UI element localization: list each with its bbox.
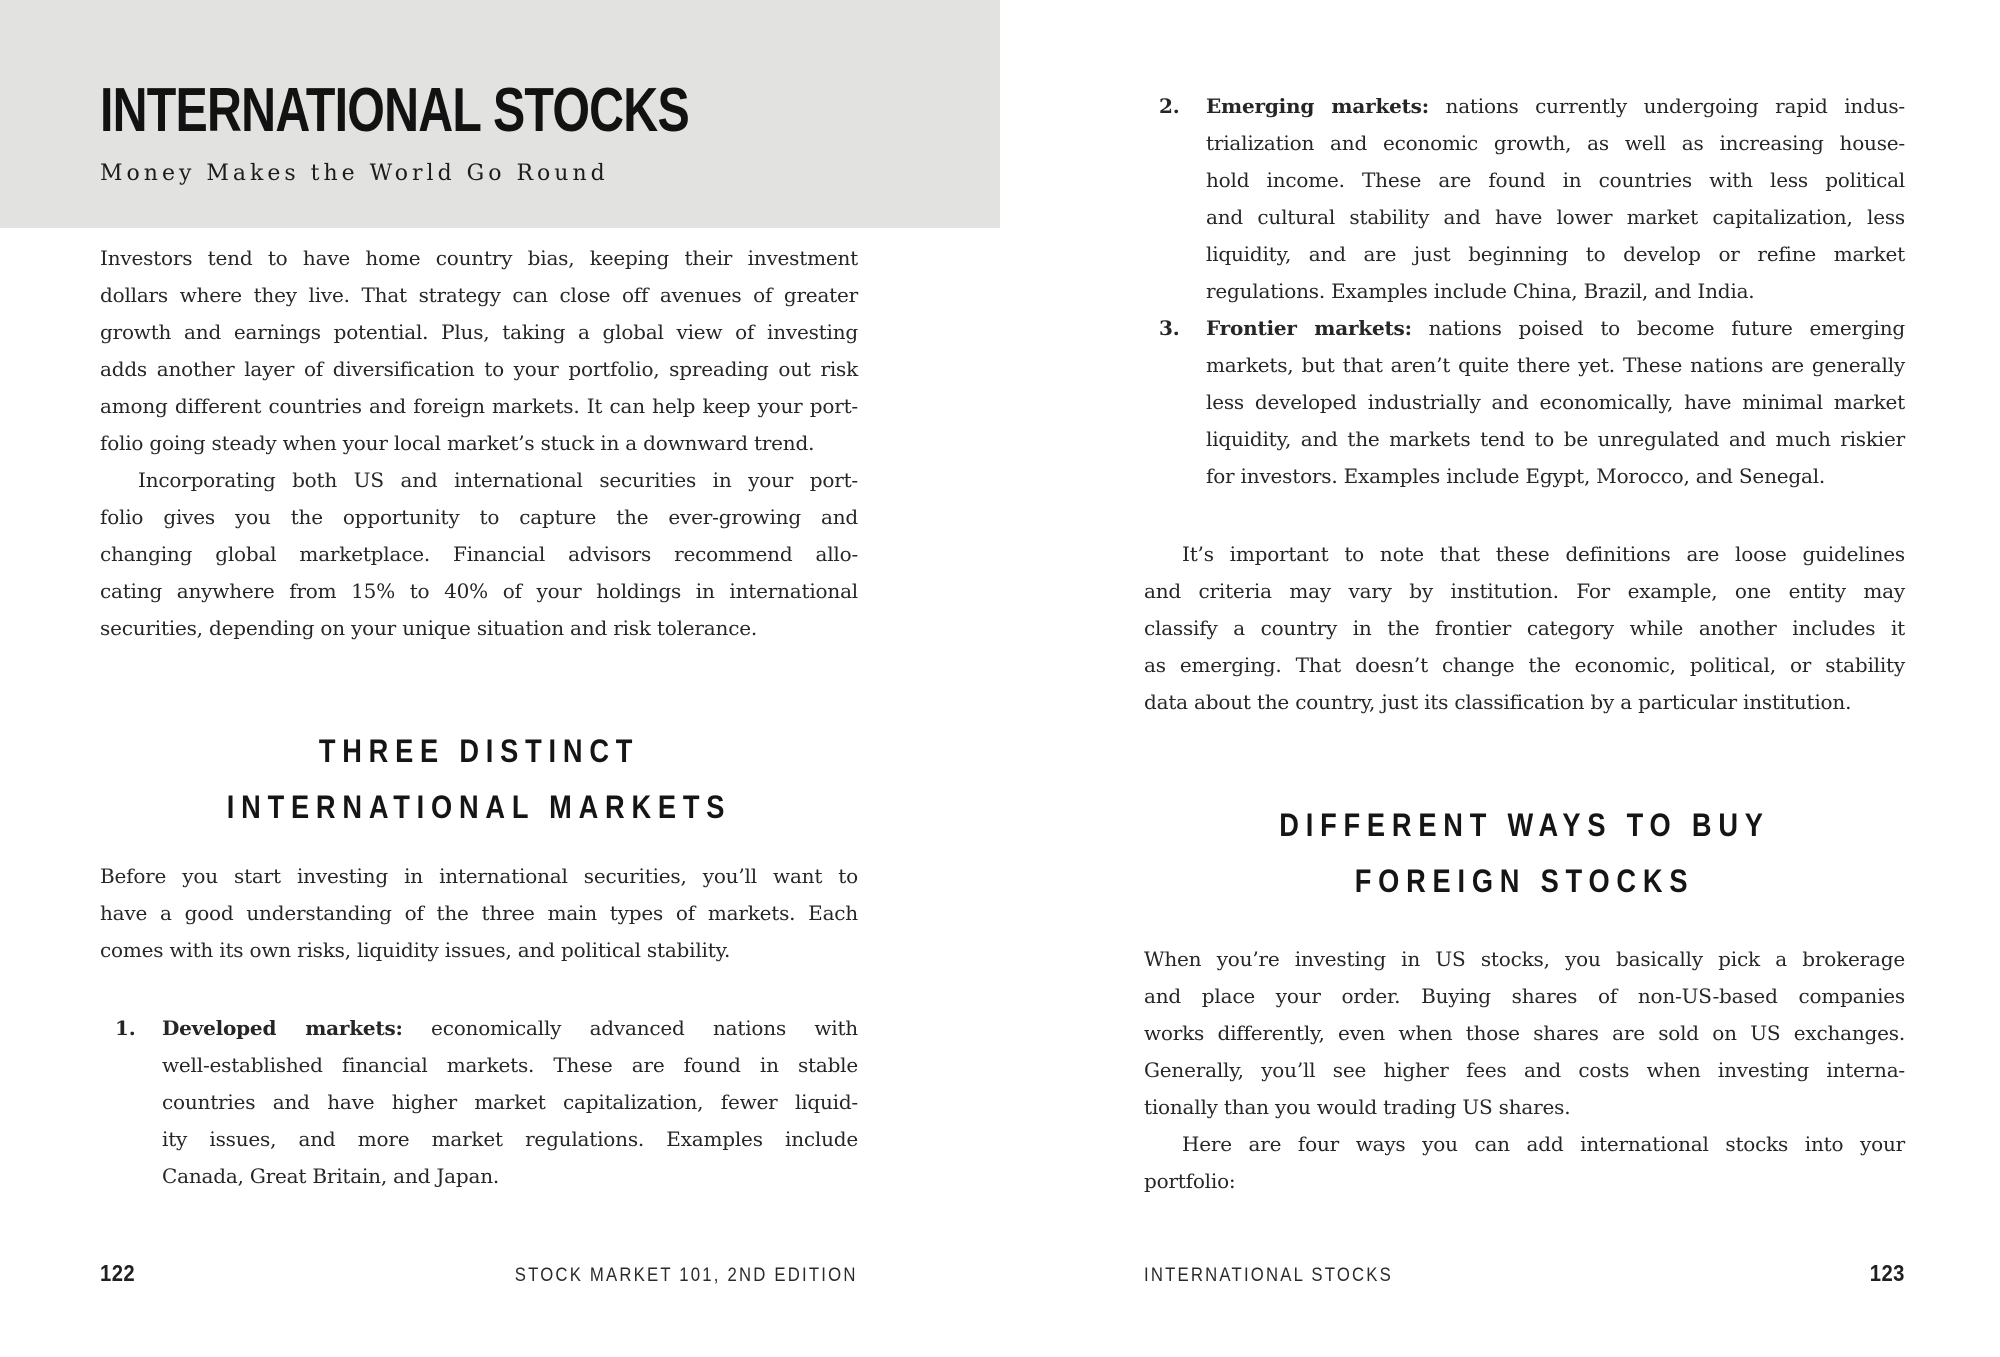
intro-paragraphs	[100, 240, 858, 647]
text-line: Investors tend to have home country bias, keeping their investment	[100, 246, 858, 270]
section-intro-paragraph	[100, 858, 858, 969]
text-line: hold income. These are found in countries with less political	[1206, 168, 1905, 192]
text-line: and cultural stability and have lower market capitalization, less	[1206, 205, 1905, 229]
section-heading-line-1: THREE DISTINCT	[318, 733, 640, 769]
text-line: cating anywhere from 15% to 40% of your holdings in international	[100, 579, 858, 603]
page-number: 122	[100, 1260, 136, 1286]
text-line: Canada, Great Britain, and Japan.	[162, 1164, 500, 1188]
text-line: Frontier markets: nations poised to become future emerging	[1206, 316, 1905, 340]
text-line: adds another layer of diversification to your portfolio, spreading out risk	[100, 357, 858, 381]
list-item-number: 3.	[1159, 316, 1180, 340]
text-line: ity issues, and more market regulations. Examples include	[162, 1127, 858, 1151]
body-paragraphs	[1144, 941, 1905, 1200]
list-item-label: Frontier markets:	[1206, 316, 1412, 340]
list-item	[1144, 310, 1905, 495]
list-item-text	[1206, 310, 1905, 495]
text-line: as emerging. That doesn’t change the economic, political, or stability	[1144, 653, 1905, 677]
text-line: markets, but that aren’t quite there yet. These nations are generally	[1206, 353, 1905, 377]
text-line: countries and have higher market capitalization, fewer liquid-	[162, 1090, 858, 1114]
running-title: STOCK MARKET 101, 2ND EDITION	[515, 1265, 858, 1286]
chapter-header-banner	[0, 0, 1000, 228]
list-item-number: 1.	[115, 1016, 136, 1040]
text-line: data about the country, just its classification by a particular institution.	[1144, 690, 1852, 714]
running-title: INTERNATIONAL STOCKS	[1144, 1265, 1394, 1286]
text-line: comes with its own risks, liquidity issues, and political stability.	[100, 938, 731, 962]
list-item	[100, 1010, 858, 1195]
text-line: When you’re investing in US stocks, you basically pick a brokerage	[1144, 947, 1905, 971]
market-types-list-1	[100, 1010, 858, 1195]
text-line: well-established financial markets. These are found in stable	[162, 1053, 858, 1077]
section-heading-three-distinct	[100, 723, 858, 835]
list-item-label: Emerging markets:	[1206, 94, 1429, 118]
text-line: trialization and economic growth, as well as increasing house-	[1206, 131, 1905, 155]
text-line: among different countries and foreign markets. It can help keep your port-	[100, 394, 858, 418]
text-line: Developed markets: economically advanced nations with	[162, 1016, 858, 1040]
text-line: dollars where they live. That strategy can close off avenues of greater	[100, 283, 858, 307]
text-line: have a good understanding of the three main types of markets. Each	[100, 901, 858, 925]
text-line: tionally than you would trading US shares.	[1144, 1095, 1571, 1119]
text-line: folio going steady when your local market’s stuck in a downward trend.	[100, 431, 815, 455]
left-page-footer	[100, 1260, 858, 1290]
note-paragraph	[1144, 536, 1905, 721]
section-heading-line-2: FOREIGN STOCKS	[1354, 863, 1695, 899]
text-line: portfolio:	[1144, 1169, 1236, 1193]
text-line: liquidity, and are just beginning to develop or refine market	[1206, 242, 1905, 266]
list-item-label: Developed markets:	[162, 1016, 403, 1040]
list-item-text	[1206, 88, 1905, 310]
text-line: It’s important to note that these definitions are loose guidelines	[1182, 542, 1905, 566]
right-page-footer	[1144, 1260, 1905, 1290]
page-number: 123	[1869, 1260, 1905, 1286]
market-types-list-2-3	[1144, 88, 1905, 495]
text-line: Emerging markets: nations currently undergoing rapid indus-	[1206, 94, 1905, 118]
text-line: changing global marketplace. Financial advisors recommend allo-	[100, 542, 858, 566]
text-line: securities, depending on your unique situation and risk tolerance.	[100, 616, 757, 640]
text-line: works differently, even when those shares are sold on US exchanges.	[1144, 1021, 1905, 1045]
text-line: and place your order. Buying shares of non-US-based companies	[1144, 984, 1905, 1008]
section-heading-different-ways	[1144, 797, 1905, 909]
text-line: for investors. Examples include Egypt, Morocco, and Senegal.	[1206, 464, 1826, 488]
text-line: liquidity, and the markets tend to be unregulated and much riskier	[1206, 427, 1905, 451]
text-line: Generally, you’ll see higher fees and costs when investing interna-	[1144, 1058, 1905, 1082]
text-line: Here are four ways you can add international stocks into your	[1182, 1132, 1905, 1156]
text-line: Before you start investing in international securities, you’ll want to	[100, 864, 858, 888]
section-heading-line-2: INTERNATIONAL MARKETS	[226, 789, 732, 825]
text-line: classify a country in the frontier category while another includes it	[1144, 616, 1905, 640]
chapter-title: INTERNATIONAL STOCKS	[100, 76, 689, 145]
text-line: and criteria may vary by institution. For example, one entity may	[1144, 579, 1905, 603]
text-line: less developed industrially and economically, have minimal market	[1206, 390, 1905, 414]
section-heading-line-1: DIFFERENT WAYS TO BUY	[1279, 807, 1770, 843]
list-item-number: 2.	[1159, 94, 1180, 118]
list-item-text	[162, 1010, 858, 1195]
chapter-subtitle: Money Makes the World Go Round	[100, 161, 609, 186]
text-line: Incorporating both US and international securities in your port-	[138, 468, 858, 492]
text-line: regulations. Examples include China, Brazil, and India.	[1206, 279, 1755, 303]
text-line: folio gives you the opportunity to capture the ever-growing and	[100, 505, 858, 529]
text-line: growth and earnings potential. Plus, taking a global view of investing	[100, 320, 858, 344]
list-item	[1144, 88, 1905, 310]
